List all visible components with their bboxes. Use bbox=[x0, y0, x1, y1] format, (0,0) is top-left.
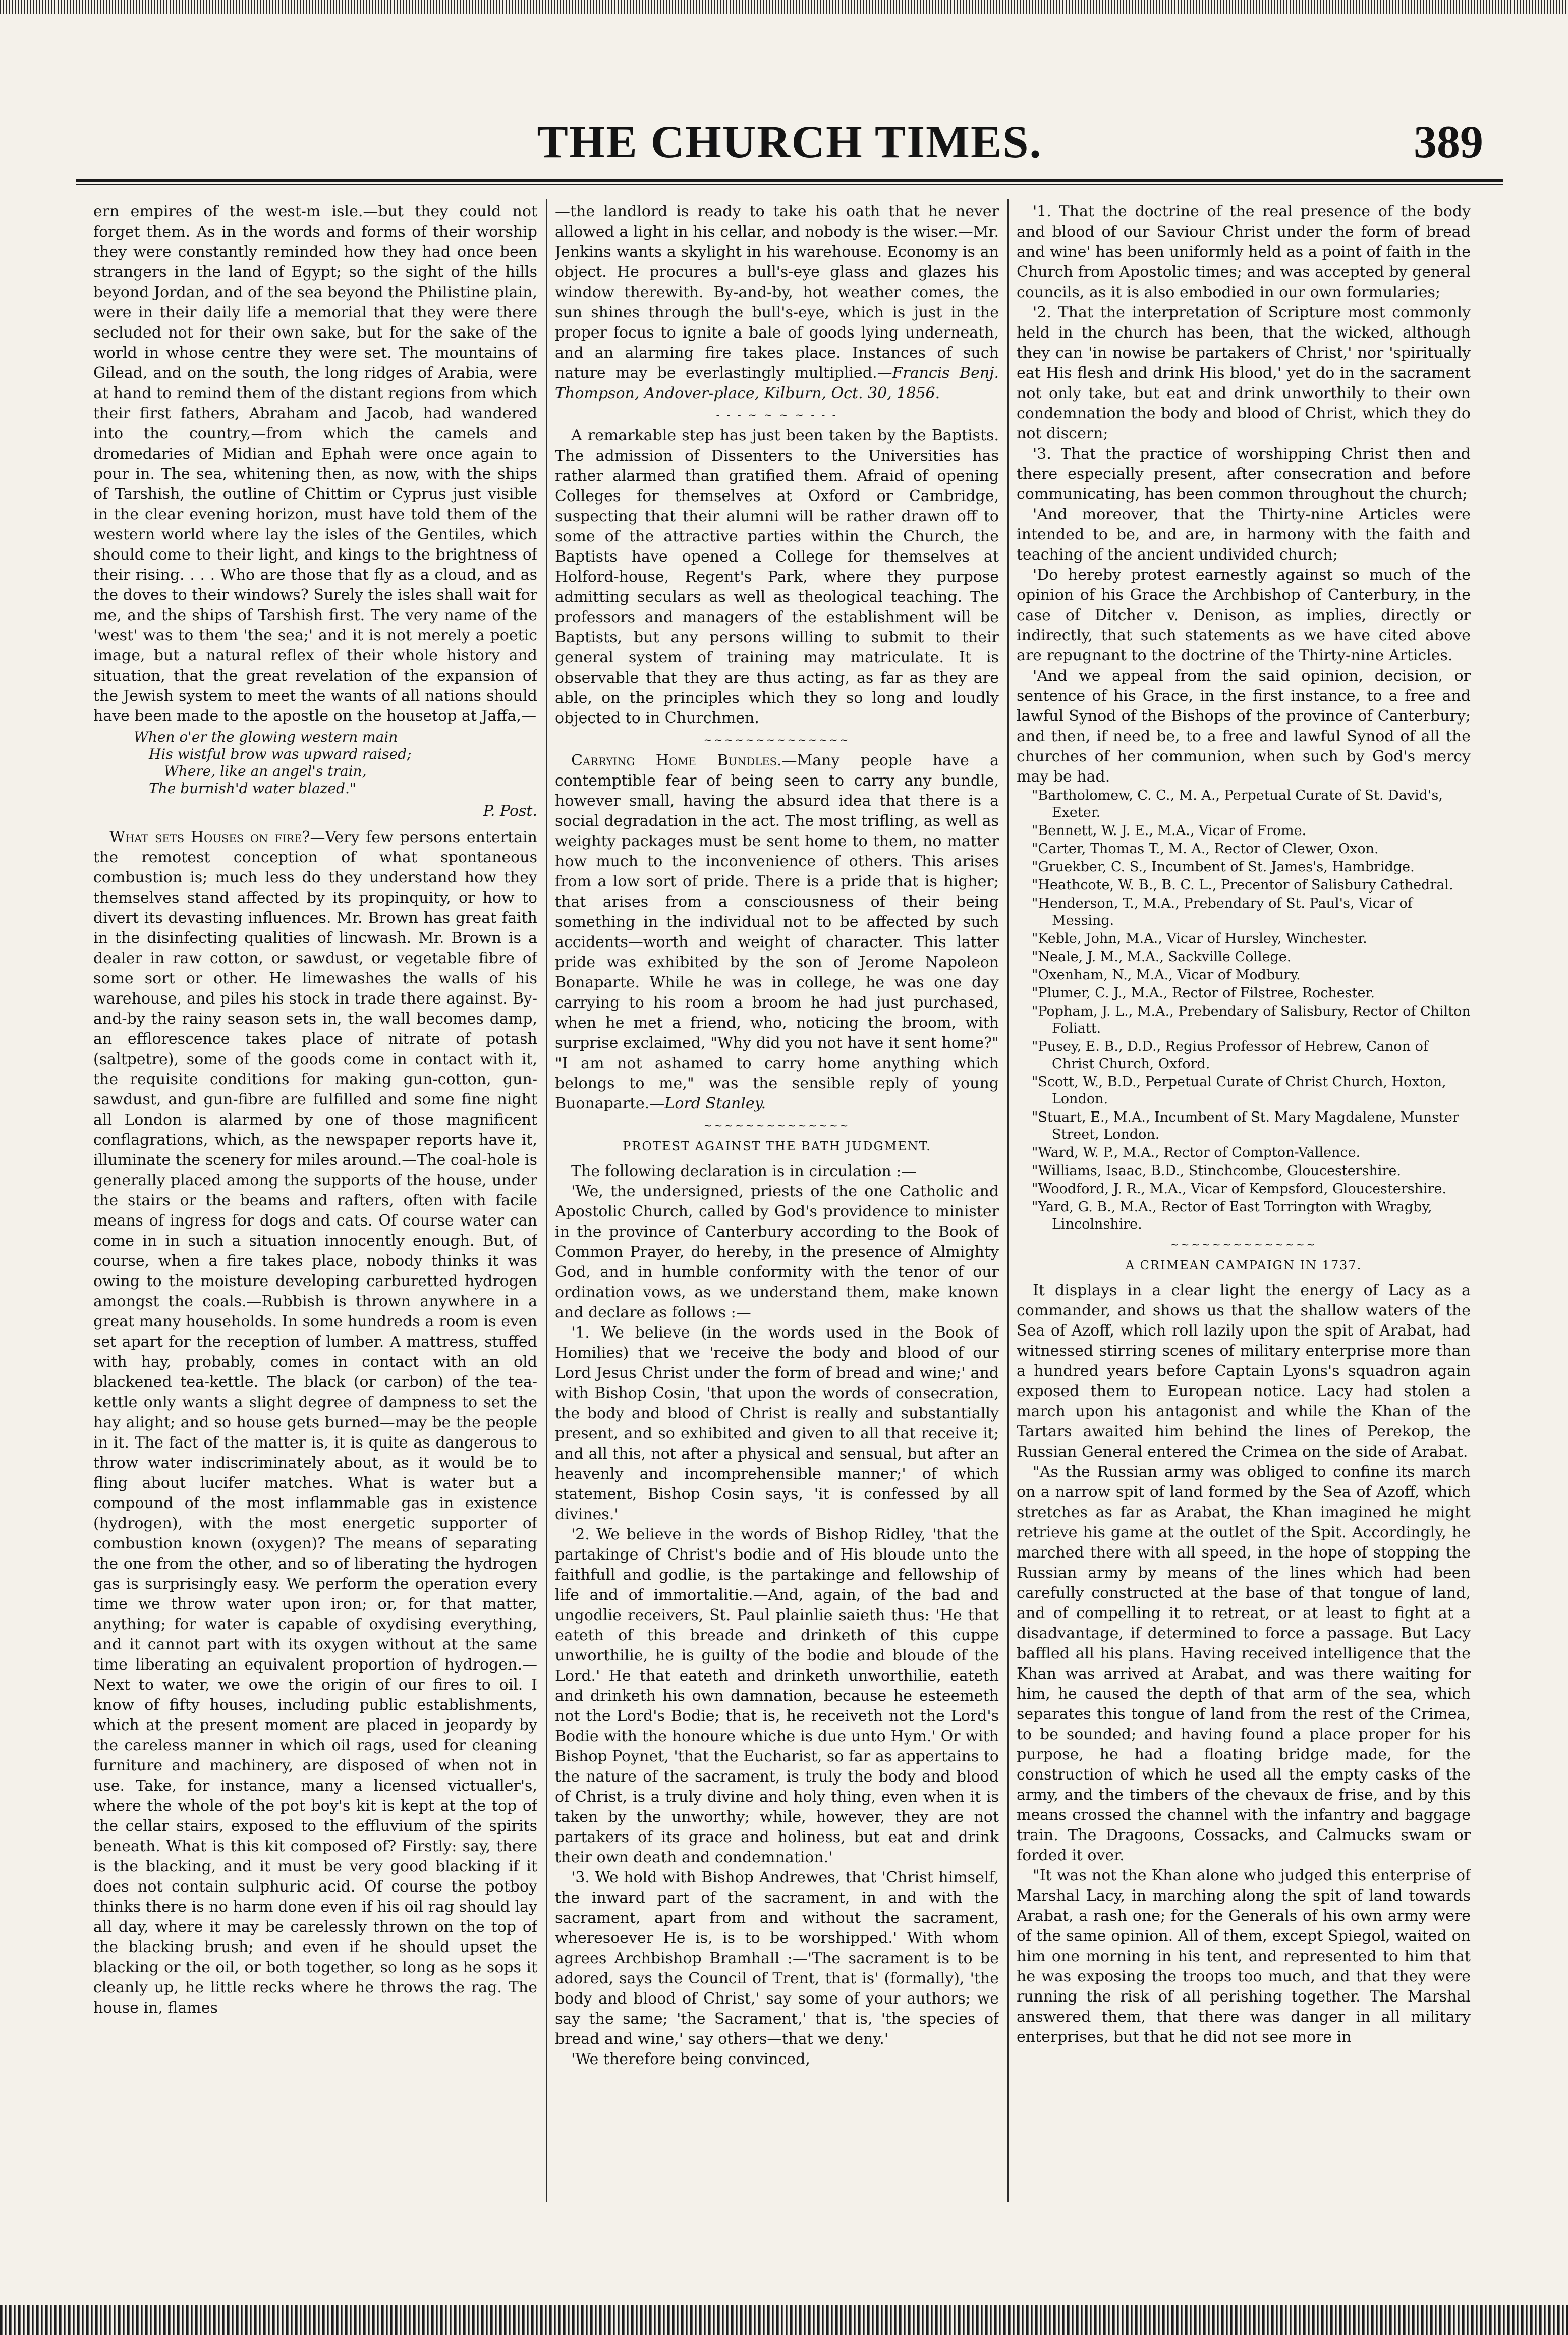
section-heading: A CRIMEAN CAMPAIGN IN 1737. bbox=[1125, 1258, 1362, 1272]
section-separator: ~~~~~~~~~~~~~~ bbox=[1170, 1238, 1317, 1250]
article-paragraph: '2. We believe in the words of Bishop Ridley, 'that the partakinge of Christ's bodie and of His bloude unto the faithfull and godlie, is the partakinge and fellowship of life and of immortalitie.—And, again, of the bad and ungodlie receivers, St. Paul plainlie saieth thus: 'He that eateth of this breade and drinketh of this cuppe unworthilie, he is guilty of the bodie and bloude of the Lord.' He that eateth and drinketh unworthilie, eateth and drinketh his own damnation, because he esteemeth not the Lord's Bodie; that is, he receiveth not the Lord's Bodie with the honoure whiche is due unto Hym.' Or with Bishop Poynet, 'that the Eucharist, so far as appertains to the nature of the sacrament, is truly the body and blood of Christ, is a truly divine and holy thing, even when it is taken by the unworthy; while, however, they are not partakers of its grace and holiness, but eat and drink their own death and condemnation.' bbox=[555, 1526, 999, 1866]
signatory: "Woodford, J. R., M.A., Vicar of Kempsford, Gloucestershire. bbox=[1032, 1181, 1447, 1197]
article-paragraph bbox=[555, 751, 999, 1114]
article-body: —the landlord is ready to take his oath that he never allowed a light in his cellar, and nobody is the wiser.—Mr. Jenkins wants a skylight in his warehouse. Economy is an object. He procures a bull's-eye glass and glazes his window therewith. By-and-by, hot weather comes, the sun shines through the bull's-eye, which is just in the proper focus to ignite a bale of goods lying underneath, and an alarming fire takes place. Instances of such nature may be everlastingly multiplied. bbox=[555, 203, 999, 382]
signatory: "Gruekber, C. S., Incumbent of St. James's, Hambridge. bbox=[1032, 859, 1415, 875]
article-paragraph: It displays in a clear light the energy of Lacy as a commander, and shows us that the shallow waters of the Sea of Azoff, which roll lazily upon the spit of Arabat, had witnessed stirring scenes of military enterprise more than a hundred years before Captain Lyons's squadron again exposed them to European notice. Lacy had stolen a march upon his antagonist and while the Khan of the Tartars awaited him behind the lines of Perekop, the Russian General entered the Crimea on the side of Arabat. bbox=[1017, 1282, 1471, 1461]
section-separator: ~~~~~~~~~~~~~~ bbox=[703, 734, 851, 746]
article-body: —Many people have a contemptible fear of being seen to carry any bundle, however small, having the absurd idea that there is a social degradation in the act. The most trifling, as well as weighty packages must be sent home to them, no matter how much to the inconvenience of others. This arises from a low sort of pride. There is a pride that is higher; that arises from a consciousness of their being something in the individual not to be affected by such accidents—worth and weight of character. This latter pride was exhibited by the son of Jerome Napoleon Bonaparte. While he was in college, he was one day carrying to his room a broom he had just purchased, when he met a friend, who, noticing the broom, with surprise exclaimed, "Why did you not have it sent home?" "I am not ashamed to carry home anything which belongs to me," was the sensible reply of young Buonaparte. bbox=[555, 752, 999, 1113]
column-divider bbox=[546, 199, 547, 2202]
signatory: "Henderson, T., M.A., Prebendary of St. Paul's, Vicar of Messing. bbox=[1032, 896, 1413, 928]
article-signature: —Lord Stanley. bbox=[649, 1095, 766, 1113]
column-2 bbox=[555, 202, 999, 2185]
article-paragraph: 'And we appeal from the said opinion, decision, or sentence of his Grace, in the first instance, to a free and lawful Synod of the Bishops of the province of Canterbury; and then, if need be, to a free and lawful Synod of all the churches of her communion, when such by God's mercy may be had. bbox=[1017, 667, 1471, 786]
signatory: "Ward, W. P., M.A., Rector of Compton-Vallence. bbox=[1032, 1145, 1361, 1160]
article-paragraph: 'And moreover, that the Thirty-nine Articles were intended to be, and are, in harmony with the faith and teaching of the ancient undivided church; bbox=[1017, 506, 1471, 564]
poem-line: Where, like an angel's train, bbox=[164, 763, 367, 780]
article-paragraph: '2. That the interpretation of Scripture most commonly held in the church has been, that the wicked, although they can 'in nowise be partakers of Christ,' nor 'spiritually eat His flesh and drink His blood,' yet do in the sacrament not only take, but eat and drink unworthily to their own condemnation the body and blood of Christ, which they do not discern; bbox=[1017, 304, 1471, 442]
article-paragraph: "It was not the Khan alone who judged this enterprise of Marshal Lacy, in marching along the spit of land towards Arabat, a rash one; for the Generals of his own army were of the same opinion. All of them, except Spiegol, waited on him one morning in his tent, and represented to him that he was exposing the troops too much, and that they were running the risk of all perishing together. The Marshal answered them, that there was danger in all military enterprises, but that he did not see more in bbox=[1017, 1867, 1471, 2046]
column-3 bbox=[1017, 202, 1471, 2185]
article-lead: Carrying Home Bundles. bbox=[571, 752, 782, 769]
article-paragraph: '3. That the practice of worshipping Christ then and there especially present, after consecration and before communicating, has been common throughout the church; bbox=[1017, 445, 1471, 503]
signatory: "Keble, John, M.A., Vicar of Hursley, Winchester. bbox=[1032, 931, 1367, 947]
article-paragraph bbox=[555, 202, 999, 404]
signatory: "Scott, W., B.D., Perpetual Curate of Christ Church, Hoxton, London. bbox=[1032, 1074, 1446, 1107]
article-paragraph bbox=[93, 827, 537, 2018]
article-paragraph: '3. We hold with Bishop Andrewes, that 'Christ himself, the inward part of the sacrament, in and with the sacrament, apart from and without the sacrament, wheresoever He is, is to be worshipped.' With whom agrees Archbishop Bramhall :—'The sacrament is to be adored, says the Council of Trent, that is' (formally), 'the body and blood of Christ,' say some of your authors; we say the same; 'the Sacrament,' that is, 'the species of bread and wine,' say others—that we deny.' bbox=[555, 1869, 999, 2048]
header-rule bbox=[76, 179, 1503, 182]
article-body: —Very few persons entertain the remotest conception of what spontaneous combustion is; much less do they understand how they themselves stand affected by its propinquity, or how to divert its devasting influences. Mr. Brown has great faith in the disinfecting qualities of lincwash. Mr. Brown is a dealer in raw cotton, or sawdust, or vegetable fibre of some sort or other. He limewashes the walls of his warehouse, and piles his stock in trade there against. By-and-by the rainy season sets in, the wall becomes damp, an efflorescence takes place of nitrate of potash (saltpetre), some of the goods come in contact with it, the requisite conditions for making gun-cotton, gun-sawdust, and gun-fibre are fulfilled and some fine night all London is alarmed by one of those magnificent conflagrations, which, as the newspaper reports have it, illuminate the scenery for miles around.—The coal-hole is generally placed among the supports of the house, under the stairs or the beams and rafters, often with facile means of ingress for dogs and cats. Of course water can come in in such a situation innocently enough. But, of course, when a fire takes place, nobody thinks it was owing to the moisture developing carburetted hydrogen amongst the coals.—Rubbish is thrown anywhere in a great many households. In some hundreds a room is even set apart for the reception of lumber. A mattress, stuffed with hay, probably, comes in contact with an old blackened tea-kettle. The black (or carbon) of the tea-kettle only wants a slight degree of dampness to set the hay alight; and so house gets burned—may be the people in it. The fact of the matter is, it is quite as dangerous to throw water indiscriminately about, as it would be to fling about lucifer matches. What is water but a compound of the most inflammable gas in existence (hydrogen), with the most energetic supporter of combustion known (oxygen)? The means of separating the one from the other, and so of liberating the hydrogen gas is surprisingly easy. We perform the operation every time we throw water upon iron; or, for that matter, anything; for water is capable of oxydising everything, and it cannot part with its oxygen without at the same time liberating an equivalent proportion of hydrogen.—Next to water, we owe the origin of our fires to oil. I know of fifty houses, including public establishments, which at the present moment are placed in jeopardy by the careless manner in which oil rags, used for cleaning furniture and machinery, are disposed of when not in use. Take, for instance, many a licensed victualler's, where the whole of the pot boy's kit is kept at the top of the cellar stairs, exposed to the effluvium of the spirits beneath. What is this kit composed of? Firstly: say, there is the blacking, and it must be very good blacking if it does not contain sulphuric acid. Of course the potboy thinks there is no harm done even if his oil rag should lay all day, where it may be carelessly thrown on the top of the blacking brush; and even if he should upset the blacking or the oil, or both together, so long as he sops it cleanly up, he little recks where he throws the rag. The house in, flames bbox=[93, 828, 537, 2017]
signatory: "Plumer, C. J., M.A., Rector of Filstree, Rochester. bbox=[1032, 985, 1375, 1001]
section-separator: - - - ~ ~ ~ ~ - - - bbox=[716, 409, 838, 421]
page-bottom-edge bbox=[0, 2305, 1568, 2335]
signatory: "Pusey, E. B., D.D., Regius Professor of Hebrew, Canon of Christ Church, Oxford. bbox=[1032, 1039, 1428, 1072]
masthead bbox=[76, 115, 1503, 176]
signatory: "Heathcote, W. B., B. C. L., Precentor of Salisbury Cathedral. bbox=[1032, 877, 1453, 893]
article-paragraph: 'We, the undersigned, priests of the one Catholic and Apostolic Church, called by God's providence to minister in the province of Canterbury according to the Book of Common Prayer, do hereby, in the presence of Almighty God, and in humble conformity with the tenor of our ordination vows, as we understand them, make known and declare as follows :— bbox=[555, 1183, 999, 1321]
article-paragraph: The following declaration is in circulation :— bbox=[571, 1162, 917, 1180]
column-1 bbox=[93, 202, 537, 2185]
signatory: "Neale, J. M., M.A., Sackville College. bbox=[1032, 949, 1292, 965]
article-paragraph: ern empires of the west-m isle.—but they could not forget them. As in the words and forms of their worship they were constantly reminded how they had once been strangers in the land of Egypt; so the sight of the hills beyond Jordan, and of the sea beyond the Philistine plain, were in their daily life a memorial that they were there secluded not for their own sake, but for the sake of the world in whose centre they were set. The mountains of Gilead, and on the south, the long ridges of Arabia, were at hand to remind them of the distant regions from which their first fathers, Abraham and Jacob, had wandered into the country,—from which the camels and dromedaries of Midian and Ephah were once again to pour in. The sea, whitening then, as now, with the ships of Tarshish, the outline of Chittim or Cyprus just visible in the clear evening horizon, must have told them of the western world where lay the isles of the Gentiles, which should come to their light, and kings to the brightness of their rising. . . . Who are those that fly as a cloud, and as the doves to their windows? Surely the isles shall wait for me, and the ships of Tarshish first. The very name of the 'west' was to them 'the sea;' and it is not merely a poetic image, but a natural reflex of their whole history and situation, that the great revelation of the expansion of the Jewish system to meet the wants of all nations should have been made to the apostle on the housetop at Jaffa,— bbox=[93, 203, 537, 725]
signatory: "Carter, Thomas T., M. A., Rector of Clewer, Oxon. bbox=[1032, 841, 1379, 857]
signatory: "Williams, Isaac, B.D., Stinchcombe, Gloucestershire. bbox=[1032, 1163, 1401, 1179]
signatory: "Oxenham, N., M.A., Vicar of Modbury. bbox=[1032, 967, 1301, 983]
section-separator: ~~~~~~~~~~~~~~ bbox=[703, 1119, 851, 1131]
article-paragraph: A remarkable step has just been taken by the Baptists. The admission of Dissenters to the Universities has rather alarmed than gratified them. Afraid of opening Colleges for themselves at Oxford or Cambridge, suspecting that their alumni will be rather drawn off to some of the attractive parties within the Church, the Baptists have opened a College for themselves at Holford-house, Regent's Park, where they purpose admitting seculars as well as theological teaching. The professors and managers of the establishment will be Baptists, but any persons willing to submit to their general system of training may matriculate. It is observable that they are thus acting, as far as they are able, on the principles which they so long and loudly objected to in Churchmen. bbox=[555, 427, 999, 727]
poem-line: The burnish'd water blazed." bbox=[149, 780, 356, 797]
signatory: "Bennett, W. J. E., M.A., Vicar of Frome. bbox=[1032, 823, 1307, 839]
signatory: "Yard, G. B., M.A., Rector of East Torrington with Wragby, Lincolnshire. bbox=[1032, 1199, 1432, 1232]
signatory: "Popham, J. L., M.A., Prebendary of Salisbury, Rector of Chilton Foliatt. bbox=[1032, 1004, 1471, 1036]
poem-line: When o'er the glowing western main bbox=[134, 729, 398, 745]
page-number: 389 bbox=[1414, 116, 1483, 168]
newspaper-title: THE CHURCH TIMES. bbox=[537, 116, 1042, 168]
poem-attribution: P. Post. bbox=[483, 802, 537, 820]
article-lead: What sets Houses on fire? bbox=[109, 828, 310, 846]
article-paragraph: 'We therefore being convinced, bbox=[571, 2050, 810, 2068]
signatory: "Bartholomew, C. C., M. A., Perpetual Curate of St. David's, Exeter. bbox=[1032, 788, 1443, 820]
column-divider bbox=[1007, 199, 1009, 2202]
header-rule-thin bbox=[76, 184, 1503, 185]
article-paragraph: '1. We believe (in the words used in the Book of Homilies) that we 'receive the body and blood of our Lord Jesus Christ under the form of bread and wine;' and with Bishop Cosin, 'that upon the words of consecration, the body and blood of Christ is really and substantially present, and so exhibited and given to all that receive it; and all this, not after a physical and sensual, but after an heavenly and incomprehensible manner;' of which statement, Bishop Cosin says, 'it is confessed by all divines.' bbox=[555, 1324, 999, 1523]
signatory: "Stuart, E., M.A., Incumbent of St. Mary Magdalene, Munster Street, London. bbox=[1032, 1109, 1459, 1142]
article-paragraph: 'Do hereby protest earnestly against so much of the opinion of his Grace the Archbishop of Canterbury, in the case of Ditcher v. Denison, as implies, directly or indirectly, that such statements as we have cited above are repugnant to the doctrine of the Thirty-nine Articles. bbox=[1017, 566, 1471, 664]
page-top-edge bbox=[0, 0, 1568, 14]
signatory-list bbox=[1032, 787, 1471, 1233]
article-paragraph: '1. That the doctrine of the real presence of the body and blood of our Saviour Christ under the form of bread and wine' has been uniformly held as a point of faith in the Church from Apostolic times; and was accepted by general councils, as it is also embodied in our own formularies; bbox=[1017, 203, 1471, 301]
poem-quote bbox=[134, 729, 537, 797]
section-heading: PROTEST AGAINST THE BATH JUDGMENT. bbox=[623, 1139, 931, 1153]
article-paragraph: "As the Russian army was obliged to confine its march on a narrow spit of land formed by the Sea of Azoff, which stretches as far as Arabat, the Khan imagined he might retrieve his game at the outlet of the Spit. Accordingly, he marched there with all speed, in the hope of stopping the Russian army by means of the lines which had been carefully constructed at the base of that tongue of land, and of compelling it to retreat, or at least to fight at a disadvantage, if determined to force a passage. But Lacy baffled all his plans. Having received intelligence that the Khan was arrived at Arabat, and was there waiting for him, he caused the depth of that arm of the sea, which separates this tongue of land from the rest of the Crimea, to be sounded; and having found a place proper for his purpose, he had a floating bridge made, for the construction of which he used all the empty casks of the army, and the timbers of the chevaux de frise, and by this means crossed the channel with the infantry and baggage train. The Dragoons, Cossacks, and Calmucks swam or forded it over. bbox=[1017, 1463, 1471, 1864]
poem-line: His wistful brow was upward raised; bbox=[149, 746, 412, 762]
article-signature: —Francis Benj. Thompson, Andover-place, Kilburn, Oct. 30, 1856. bbox=[555, 364, 999, 402]
